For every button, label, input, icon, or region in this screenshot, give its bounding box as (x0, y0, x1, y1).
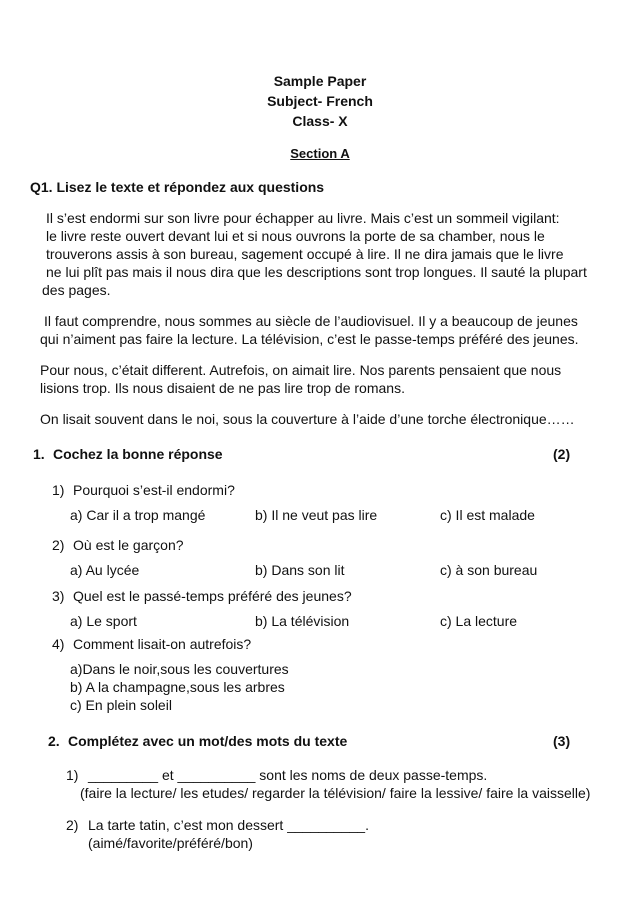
question-number: 3) (52, 588, 65, 604)
fill-item-hint: (faire la lecture/ les etudes/ regarder la télévision/ faire la lessive/ faire la vaisselle) (80, 785, 591, 801)
passage-line: qui n’aiment pas faire la lecture. La télévision, c’est le passe-temps préféré des jeunes. (40, 331, 579, 347)
question-number: 1) (52, 482, 65, 498)
answer-option: c) Il est malade (440, 507, 535, 523)
passage-line: des pages. (42, 282, 111, 298)
answer-option: b) La télévision (255, 613, 350, 629)
part1-number: 1. (33, 446, 45, 462)
part1-title: Cochez la bonne réponse (53, 446, 223, 462)
passage-line: le livre reste ouvert devant lui et si nous ouvrons la porte de sa chamber, nous le (46, 228, 545, 244)
fill-item-number: 2) (66, 817, 79, 833)
question-text: Quel est le passé-temps préféré des jeunes? (73, 588, 352, 604)
fill-item-number: 1) (66, 767, 79, 783)
class-line: Class- X (292, 113, 348, 129)
passage-line: Pour nous, c’était different. Autrefois, on aimait lire. Nos parents pensaient que nous (40, 362, 562, 378)
passage-line: Il faut comprendre, nous sommes au siècle de l’audiovisuel. Il y a beaucoup de jeunes (44, 313, 578, 329)
fill-item-text: La tarte tatin, c’est mon dessert __________. (88, 817, 369, 833)
subject-line: Subject- French (267, 93, 373, 109)
answer-option: c) à son bureau (440, 562, 538, 578)
question-number: 4) (52, 636, 65, 652)
fill-item-hint: (aimé/favorite/préféré/bon) (88, 835, 253, 851)
question-number: 2) (52, 537, 65, 553)
answer-option: a)Dans le noir,sous les couvertures (70, 661, 289, 677)
part1-marks: (2) (553, 446, 571, 462)
question-text: Où est le garçon? (73, 537, 184, 553)
section-heading: Section A (290, 146, 350, 161)
passage-line: lisions trop. Ils nous disaient de ne pas lire trop de romans. (40, 380, 405, 396)
passage-line: trouverons assis à son bureau, sagement occupé à lire. Il ne dira jamais que le livre (46, 246, 564, 262)
part2-marks: (3) (553, 733, 571, 749)
question-text: Comment lisait-on autrefois? (73, 636, 252, 652)
answer-option: a) Car il a trop mangé (70, 507, 206, 523)
q1-heading: Q1. Lisez le texte et répondez aux questions (30, 179, 325, 195)
answer-option: c) La lecture (440, 613, 518, 629)
fill-item-text: _________ et __________ sont les noms de deux passe-temps. (88, 767, 488, 783)
question-text: Pourquoi s’est-il endormi? (73, 482, 235, 498)
passage-line: ne lui plît pas mais il nous dira que les descriptions sont trop longues. Il sauté la plupart (46, 264, 587, 280)
answer-option: a) Le sport (70, 613, 137, 629)
passage-line: Il s’est endormi sur son livre pour échapper au livre. Mais c’est un sommeil vigilant: (46, 210, 560, 226)
answer-option: b) Dans son lit (255, 562, 345, 578)
answer-option: a) Au lycée (70, 562, 140, 578)
answer-option: b) Il ne veut pas lire (255, 507, 378, 523)
answer-option: c) En plein soleil (70, 697, 172, 713)
answer-option: b) A la champagne,sous les arbres (70, 679, 285, 695)
passage-line: On lisait souvent dans le noi, sous la couverture à l’aide d’une torche électronique…… (40, 411, 575, 427)
part2-title: Complétez avec un mot/des mots du texte (68, 733, 348, 749)
part2-number: 2. (48, 733, 60, 749)
paper-title: Sample Paper (273, 73, 367, 89)
